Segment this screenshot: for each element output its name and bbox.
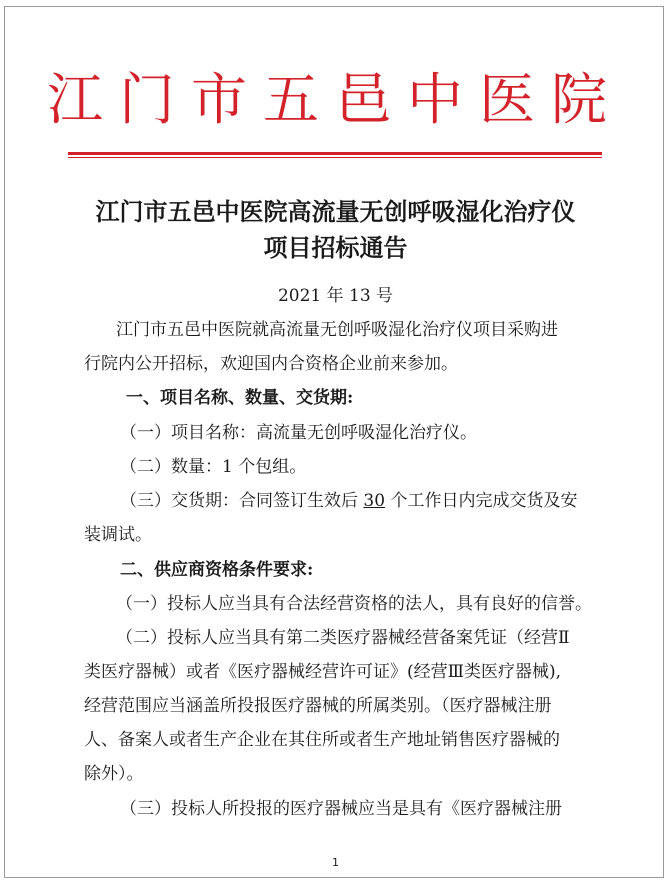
item-project-name: （一）项目名称：高流量无创呼吸湿化治疗仪。	[120, 423, 477, 443]
item-quantity: （二）数量：1 个包组。	[120, 457, 307, 477]
qualification-2-line-1: （二）投标人应当具有第二类医疗器械经营备案凭证（经营Ⅱ	[116, 628, 570, 648]
intro-line-2: 行院内公开招标，欢迎国内合资格企业前来参加。	[84, 354, 458, 374]
section-2-heading: 二、供应商资格条件要求:	[120, 560, 314, 580]
notice-title-line-2: 项目招标通告	[263, 234, 408, 262]
delivery-text-before: （三）交货期：合同签订生效后	[120, 491, 364, 511]
delivery-text-after: 个工作日内完成交货及安	[385, 491, 578, 511]
qualification-2-line-2: 类医疗器械）或者《医疗器械经营许可证》(经营Ⅲ类医疗器械),	[84, 662, 562, 682]
item-delivery-period-continued: 装调试。	[84, 525, 152, 545]
qualification-1: （一）投标人应当具有合法经营资格的法人，具有良好的信誉。	[116, 594, 592, 614]
letterhead-rule-thin	[68, 157, 602, 158]
page-number: 1	[332, 856, 339, 869]
letterhead-title: 江门市五邑中医院	[47, 68, 623, 133]
section-1-heading: 一、项目名称、数量、交货期:	[126, 388, 354, 408]
letterhead-rule-thick	[68, 152, 602, 155]
qualification-2-line-3: 经营范围应当涵盖所投报医疗器械的所属类别。（医疗器械注册	[84, 696, 552, 716]
item-delivery-period	[120, 489, 577, 513]
qualification-2-line-4: 人、备案人或者生产企业在其住所或者生产地址销售医疗器械的	[84, 730, 560, 750]
notice-title-line-1: 江门市五邑中医院高流量无创呼吸湿化治疗仪	[95, 198, 576, 226]
document-number: 2021 年 13 号	[277, 286, 394, 306]
qualification-2-line-5: 除外）。	[84, 764, 144, 784]
qualification-3-line-1: （三）投标人所投报的医疗器械应当是具有《医疗器械注册	[120, 799, 562, 819]
delivery-days: 30	[363, 491, 386, 511]
intro-line-1: 江门市五邑中医院就高流量无创呼吸湿化治疗仪项目采购进	[116, 320, 558, 340]
